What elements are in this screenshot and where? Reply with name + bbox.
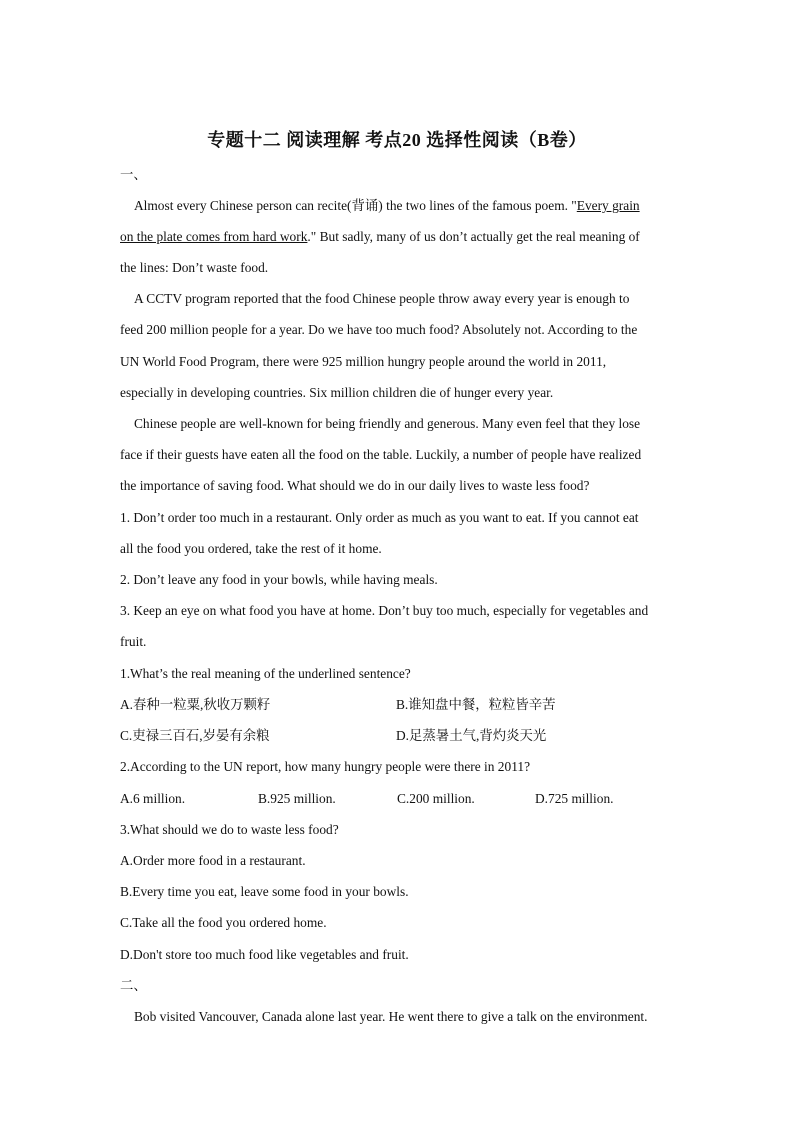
passage-line: Chinese people are well-known for being friendly and generous. Many even feel that they lose [134,416,641,431]
question-1-stem: 1.What’s the real meaning of the underlined sentence? [120,666,411,681]
tip-line: 2. Don’t leave any food in your bowls, while having meals. [120,572,438,587]
section-two-label: 二、 [120,978,147,993]
text-span: Almost every Chinese person can recite(背诵) the two lines of the famous poem. " [134,198,577,213]
question-1-option-c: C.吏禄三百石,岁晏有余粮 [120,728,270,743]
passage-line: face if their guests have eaten all the food on the table. Luckily, a number of people have realized [120,447,642,462]
question-3-stem: 3.What should we do to waste less food? [120,822,339,837]
tip-line: all the food you ordered, take the rest of it home. [120,541,382,556]
tip-line: fruit. [120,634,147,649]
passage-line: feed 200 million people for a year. Do we have too much food? Absolutely not. According to the [120,322,638,337]
passage-line: UN World Food Program, there were 925 million hungry people around the world in 2011, [120,354,607,369]
question-2-option-c: C.200 million. [397,791,475,806]
passage-line: especially in developing countries. Six million children die of hunger every year. [120,385,554,400]
passage-line: the importance of saving food. What should we do in our daily lives to waste less food? [120,478,590,493]
passage-line: A CCTV program reported that the food Chinese people throw away every year is enough to [134,291,630,306]
question-2-option-a: A.6 million. [120,791,186,806]
question-3-option-c: C.Take all the food you ordered home. [120,915,327,930]
passage-line: Bob visited Vancouver, Canada alone last year. He went there to give a talk on the environment. [134,1009,648,1024]
underlined-sentence: on the plate comes from hard work [120,229,308,244]
question-2-option-d: D.725 million. [535,791,614,806]
question-1-option-a: A.春种一粒粟,秋收万颗籽 [120,697,271,712]
page-title: 专题十二 阅读理解 考点20 选择性阅读（B卷） [207,130,587,150]
underlined-sentence: Every grain [576,198,640,213]
tip-line: 1. Don’t order too much in a restaurant. Only order as much as you want to eat. If you cannot eat [120,510,639,525]
question-1-option-b: B.谁知盘中餐，粒粒皆辛苦 [396,697,556,712]
passage-line [120,228,680,246]
tip-line: 3. Keep an eye on what food you have at home. Don’t buy too much, especially for vegetables and [120,603,649,618]
question-1-option-d: D.足蒸暑土气,背灼炎天光 [396,728,547,743]
passage-line [134,197,694,215]
passage-line: the lines: Don’t waste food. [120,260,269,275]
question-2-stem: 2.According to the UN report, how many hungry people were there in 2011? [120,759,531,774]
text-span: ." But sadly, many of us don’t actually get the real meaning of [307,229,640,244]
question-2-option-b: B.925 million. [258,791,336,806]
section-one-label: 一、 [120,167,147,182]
question-3-option-d: D.Don't store too much food like vegetables and fruit. [120,947,409,962]
question-3-option-a: A.Order more food in a restaurant. [120,853,306,868]
question-3-option-b: B.Every time you eat, leave some food in your bowls. [120,884,409,899]
